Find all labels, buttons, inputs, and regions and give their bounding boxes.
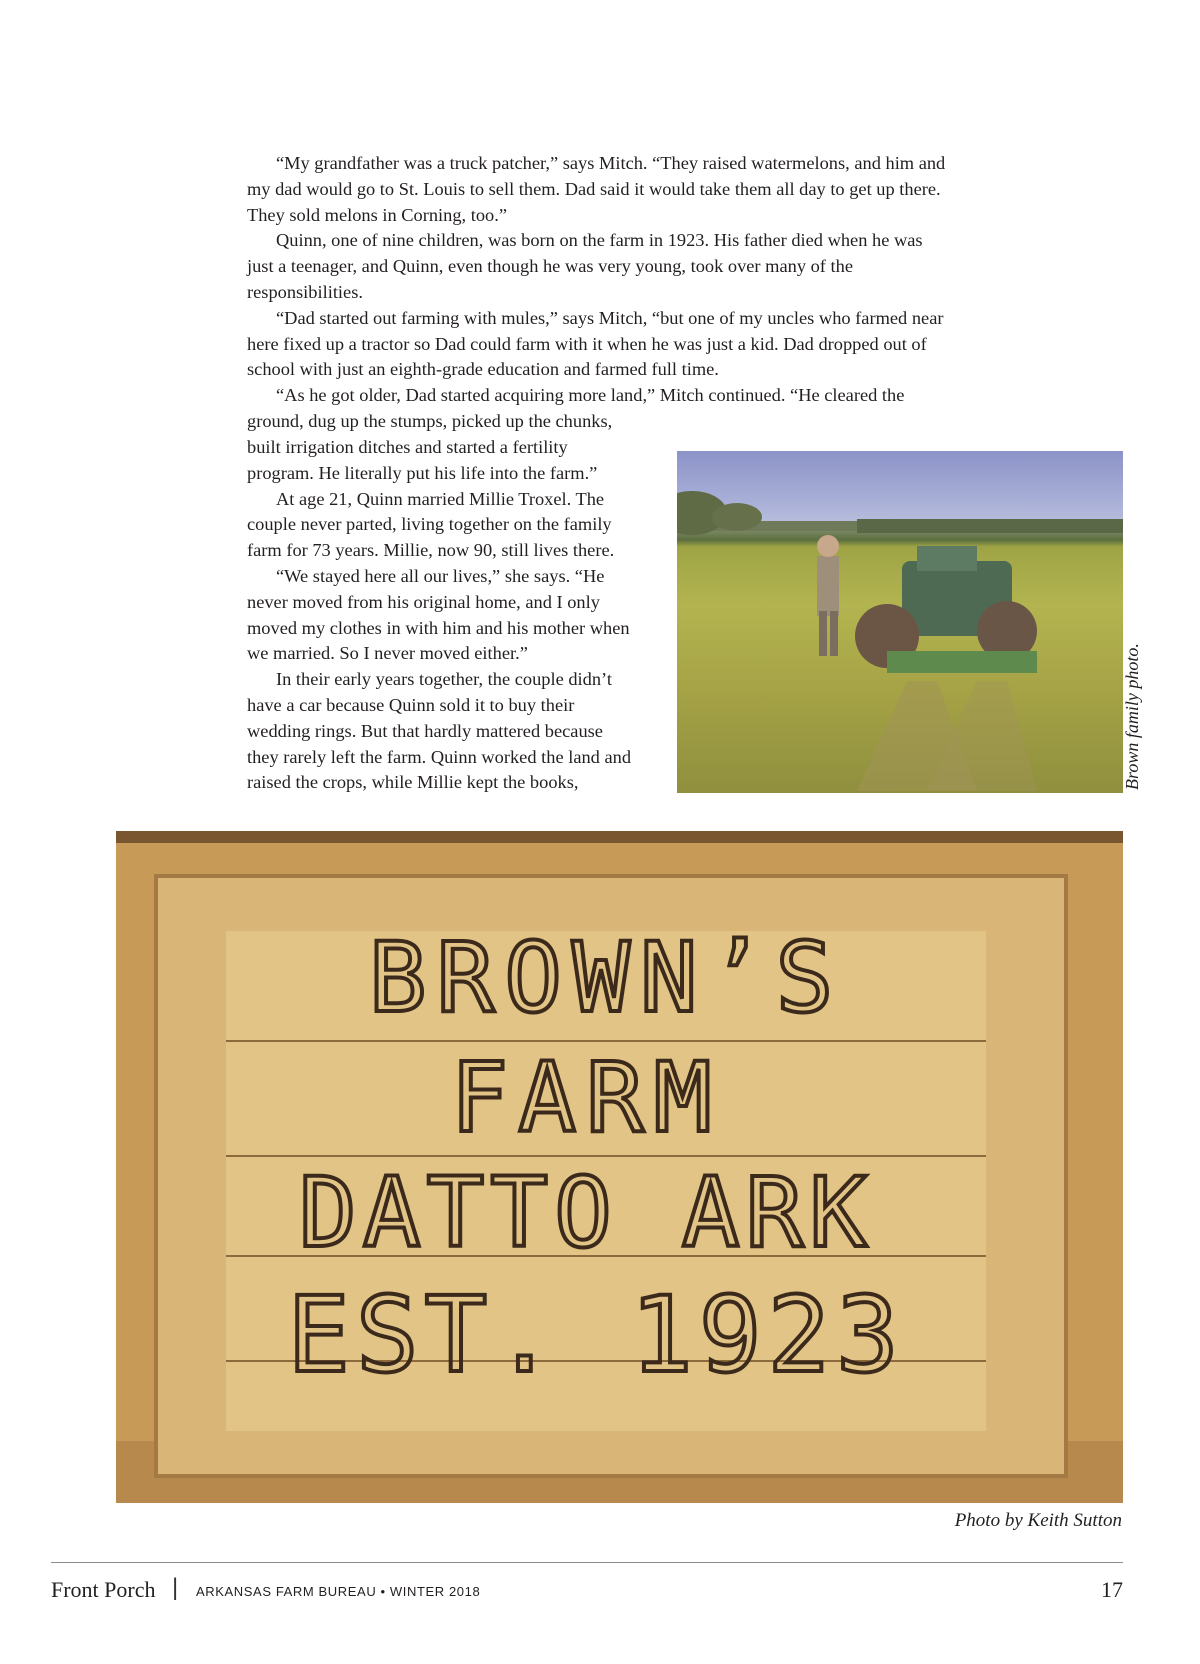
article-paragraph: In their early years together, the couple didn’t have a car because Quinn sold it to buy their wedding rings. But that hardly mattered because they rarely left the farm. Quinn worked the land and raised the crops, while Millie kept the books, <box>247 669 632 793</box>
article-paragraph: “Dad started out farming with mules,” says Mitch, “but one of my uncles who farmed near here fixed up a tractor so Dad could farm with it when he was just a kid. Dad dropped out of school with just an eighth-grade education and farmed full time. <box>247 307 944 380</box>
article-paragraph: built irrigation ditches and started a fertility program. He literally put his life into the farm.” <box>247 437 598 483</box>
article-column-narrow <box>247 435 632 796</box>
sign-line-1: BROWN’S <box>368 922 844 1034</box>
farm-sign-photo <box>116 831 1123 1503</box>
tractor-photo-art <box>677 451 1123 793</box>
farm-sign-art <box>116 831 1123 1503</box>
article-paragraph: Quinn, one of nine children, was born on the farm in 1923. His father died when he was just a teenager, and Quinn, even though he was very young, took over many of the responsibilities. <box>247 230 923 302</box>
photo-credit-sign: Photo by Keith Sutton <box>954 1510 1122 1531</box>
sign-line-2: FARM <box>450 1042 722 1154</box>
page-number: 17 <box>1101 1577 1123 1602</box>
footer-separator: | <box>172 1574 179 1601</box>
sign-line-4: EST. 1923 <box>287 1274 905 1396</box>
footer-publication: ARKANSAS FARM BUREAU • WINTER 2018 <box>196 1584 481 1599</box>
article-paragraph: “We stayed here all our lives,” she says. “He never moved from his original home, and I only moved my clothes in with him and his mother when we married. So I never moved either.” <box>247 565 630 664</box>
article-column-full <box>247 151 947 435</box>
footer-magazine-name: Front Porch <box>51 1577 156 1602</box>
article-paragraph: “As he got older, Dad started acquiring more land,” Mitch continued. “He cleared the ground, dug up the stumps, picked up the chunks, <box>247 385 905 431</box>
tractor-photo <box>677 451 1123 793</box>
article-paragraph: “My grandfather was a truck patcher,” says Mitch. “They raised watermelons, and him and my dad would go to St. Louis to sell them. Dad said it would take them all day to get up there. They sold melons in Corning, too.” <box>247 153 946 225</box>
sign-line-3: DATTO ARK <box>298 1157 874 1269</box>
footer-rule <box>51 1562 1123 1563</box>
article-paragraph: At age 21, Quinn married Millie Troxel. The couple never parted, living together on the family farm for 73 years. Millie, now 90, still lives there. <box>247 488 615 561</box>
photo-credit-tractor: Brown family photo. <box>1122 643 1142 790</box>
